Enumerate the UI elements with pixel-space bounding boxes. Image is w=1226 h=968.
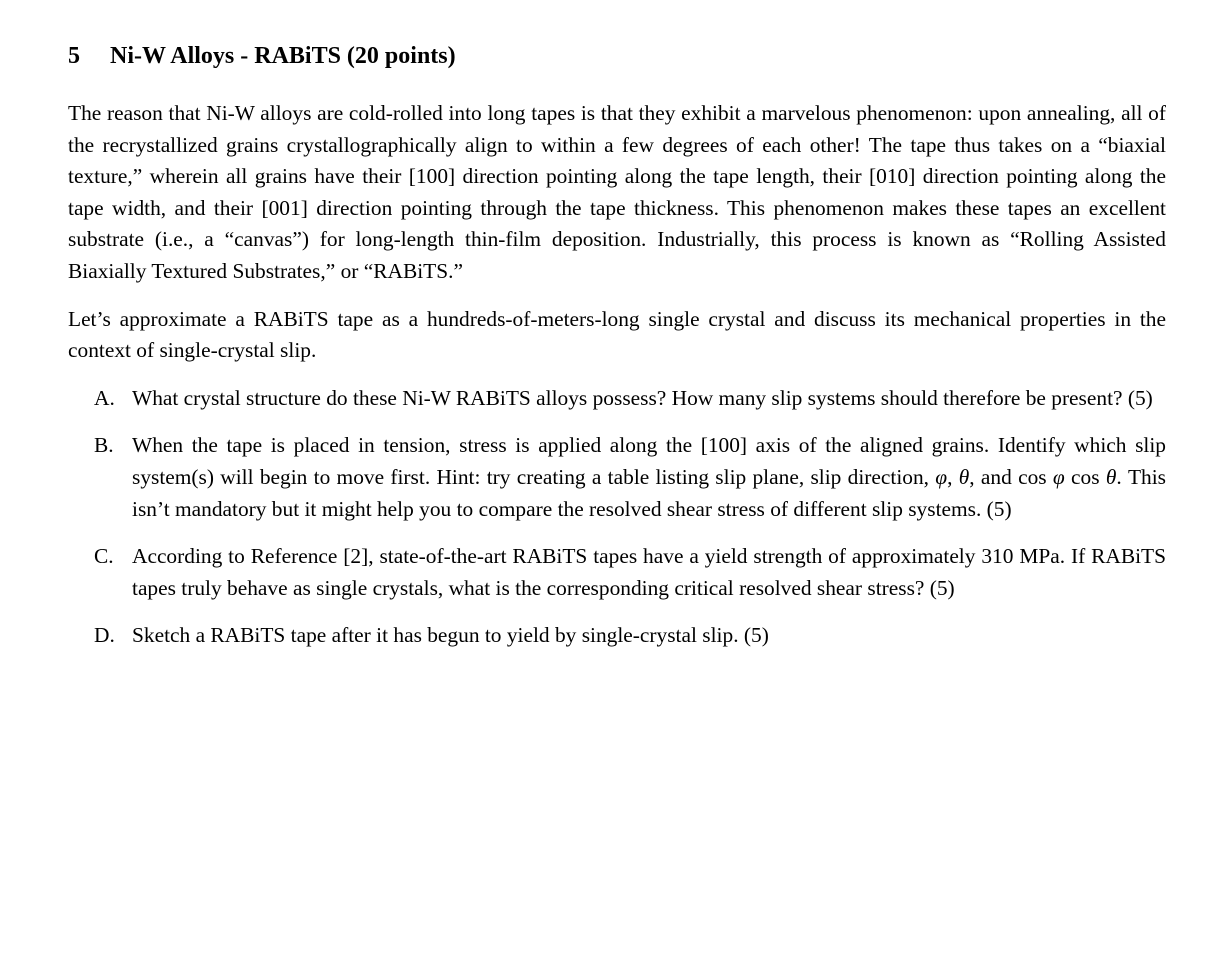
question-a [68,383,1166,415]
question-text: Sketch a RABiTS tape after it has begun to yield by single-crystal slip. (5) [132,623,769,648]
question-text-start: When the tape is placed in tension, stress is applied along the [100] axis of the aligned grains. Identify which slip system(s) will begin to move first. Hint: try creating a table listing slip plane, slip direction, [132,433,1166,489]
question-marker: D. [94,623,115,648]
question-marker: A. [94,385,115,410]
approximation-paragraph: Let’s approximate a RABiTS tape as a hundreds-of-meters-long single crystal and discuss its mechanical properties in the context of single-crystal slip. [68,306,1166,363]
document-page [68,40,1166,668]
question-d [68,620,1166,652]
theta-symbol: θ [958,464,970,489]
separator: cos [1064,464,1106,489]
phi-symbol: φ [935,464,948,489]
question-marker: C. [94,544,114,569]
question-marker: B. [94,433,114,458]
question-b [68,430,1166,525]
question-text-end: . This isn’t mandatory but it might help you to compare the resolved shear stress of different slip systems. (5) [132,464,1166,521]
question-text: According to Reference [2], state-of-the-art RABiTS tapes have a yield strength of approximately 310 MPa. If RABiTS tapes truly behave as single crystals, what is the corresponding critical resolved shear stress? (5) [132,544,1166,600]
separator: , and cos [969,464,1053,489]
phi-symbol: φ [1052,464,1065,489]
section-number: 5 [68,43,80,69]
section-title: Ni-W Alloys - RABiTS (20 points) [110,43,456,69]
question-list [68,383,1166,652]
question-text: What crystal structure do these Ni-W RABiTS alloys possess? How many slip systems should therefore be present? (5) [132,385,1153,410]
section-heading [68,40,1166,72]
theta-symbol: θ [1105,464,1117,489]
intro-paragraph: The reason that Ni-W alloys are cold-rolled into long tapes is that they exhibit a marvelous phenomenon: upon annealing, all of the recrystallized grains crystallographically align to within a few degrees of each other! The tape thus takes on a “biaxial texture,” wherein all grains have their [100] direction pointing along the tape length, their [010] direction pointing along the tape width, and their [001] direction pointing through the tape thickness. This phenomenon makes these tapes an excellent substrate (i.e., a “canvas”) for long-length thin-film deposition. Industrially, this process is known as “Rolling Assisted Biaxially Textured Substrates,” or “RABiTS.” [68,101,1166,283]
question-c [68,541,1166,604]
separator: , [947,464,959,489]
